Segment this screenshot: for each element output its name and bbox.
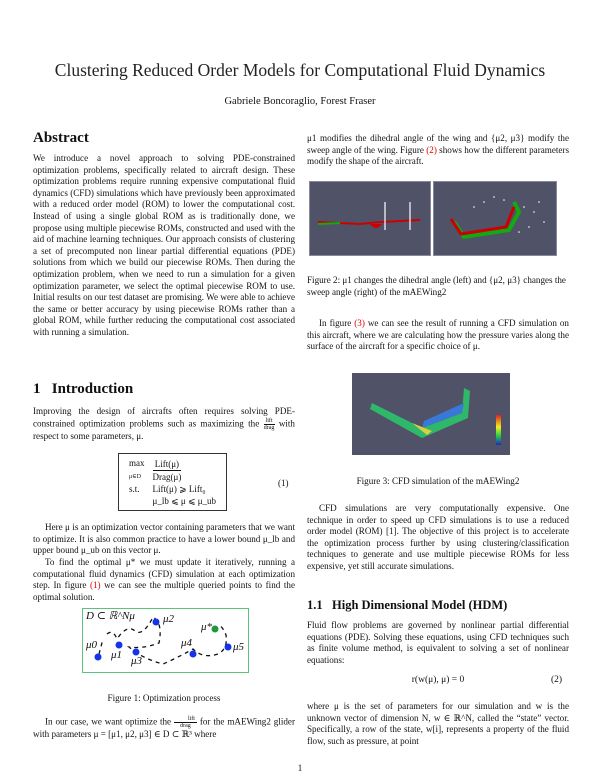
figure-2-caption: Figure 2: μ1 changes the dihedral angle (left) and {μ2, μ3} changes the sweep angle (right) of the mAEWing2 bbox=[307, 275, 566, 297]
label-mu3: μ3 bbox=[131, 655, 143, 667]
section-number: 1 bbox=[33, 381, 41, 397]
max-subscript: μ∈D bbox=[129, 474, 141, 480]
figure-3-caption: Figure 3: CFD simulation of the mAEWing2 bbox=[356, 476, 520, 486]
label-mu2: μ2 bbox=[163, 613, 175, 625]
numerator: Lift(μ) bbox=[153, 458, 182, 471]
point-mu5 bbox=[225, 644, 232, 651]
text: we can see the multiple queried points to find the optimal solution. bbox=[33, 580, 295, 602]
point-mu1 bbox=[116, 642, 123, 649]
paper-title: Clustering Reduced Order Models for Computational Fluid Dynamics bbox=[54, 60, 546, 80]
intro-paragraph-4 bbox=[33, 716, 295, 741]
text: shows how the different parameters modify the shape of the aircraft. bbox=[307, 144, 570, 167]
figure-2-left-image bbox=[309, 181, 431, 256]
subsection-number: 1.1 bbox=[307, 598, 323, 612]
text: To find the optimal μ* we must update it iteratively, running a computational fluid dynamics (CFD) simulation at each optimization step. In figure bbox=[33, 557, 295, 591]
intro-paragraph-3 bbox=[33, 557, 295, 603]
subsection-hdm-heading bbox=[307, 598, 569, 613]
subsection-title: High Dimensional Model (HDM) bbox=[332, 598, 508, 612]
figure-1-caption: Figure 1: Optimization process bbox=[107, 693, 221, 703]
intro-paragraph-5 bbox=[307, 133, 569, 168]
denominator: drag bbox=[263, 424, 275, 431]
text: In our case, we want optimize the bbox=[45, 716, 174, 727]
point-mu2 bbox=[153, 619, 160, 626]
figure-1-link[interactable]: (1) bbox=[89, 580, 101, 591]
point-mu0 bbox=[95, 654, 102, 661]
equation-2: r(w(μ), μ) = 0 bbox=[411, 675, 465, 685]
text: we can see the result of running a CFD simulation on this aircraft, where we are calculating how the pressure varies along the surface of the aircraft for a specific choice of μ. bbox=[307, 318, 569, 352]
page-number: 1 bbox=[297, 763, 303, 773]
hdm-paragraph-1: Fluid flow problems are governed by nonlinear partial differential equations (PDE). Solving these equations, using CFD techniques such as finite volume method, is equivalent to solving a set of nonlinear equations: bbox=[307, 620, 569, 665]
hdm-paragraph-2: where μ is the set of parameters for our simulation and w is the unknown vector of dimension N, w ∈ ℝ^N, called the “state” vector. Specifically, a row of the state, w[i], represents a property of the fluid flow, such as pressure, at point bbox=[307, 701, 569, 746]
abstract-body: We introduce a novel approach to solving PDE-constrained optimization problems, specifically related to aircraft design. These optimization problems require running expensive computational fluid dynamics (CFD) simulations which have previously been approximated with a reduced order model (ROM) to lower the computational cost. Instead of using a single global ROM as is traditionally done, we propose using multiple piecewise ROMs, constructed and used with the aid of machine learning techniques. Our approach consists of clustering a set of precomputed non linear partial differential equations (PDE) solutions from which we build our piecewise ROMs. Then during the optimization problem, when we need to run a simulation for a given optimization parameter, we select the optimal piecewise ROM to use. Initial results on our test dataset are promising. We were able to achieve the same or better accuracy by using piecewise ROMs rather than a global ROM, while further reducing the computational cost associated with running a simulation. bbox=[33, 153, 295, 337]
lift-drag-fraction bbox=[264, 418, 275, 431]
equation-1-label: (1) bbox=[278, 478, 289, 488]
intro-paragraph-2: Here μ is an optimization vector containing parameters that we want to optimize. It is also common practice to have a lower bound μ_lb and upper bound μ_ub on this vector μ. bbox=[33, 522, 295, 556]
figure-1 bbox=[82, 608, 249, 673]
abstract-heading: Abstract bbox=[33, 130, 89, 146]
dihedral-wing-render bbox=[310, 182, 430, 255]
intro-paragraph-6 bbox=[307, 318, 569, 353]
text: for the mAEWing2 glider with parameters μ = [μ1, μ2, μ3] ∈ D ⊂ ℝ³ where bbox=[33, 716, 295, 739]
constraint-2: μ_lb ⩽ μ ⩽ μ_ub bbox=[152, 496, 217, 506]
label-mu4: μ4 bbox=[181, 637, 193, 649]
domain-label: D ⊂ ℝ^Nμ bbox=[86, 610, 135, 622]
denominator: Drag(μ) bbox=[152, 471, 182, 482]
objective-fraction bbox=[153, 458, 182, 483]
equation-2-label: (2) bbox=[551, 675, 563, 685]
text: with respect to some parameters, μ. bbox=[33, 418, 295, 441]
authors: Gabriele Boncoraglio, Forest Fraser bbox=[224, 96, 376, 107]
point-mu-star bbox=[212, 626, 219, 633]
figure-3-link[interactable]: (3) bbox=[354, 318, 365, 328]
text: In figure bbox=[319, 318, 355, 328]
intro-paragraph-1 bbox=[33, 406, 295, 442]
label-mu-star: μ* bbox=[201, 621, 213, 633]
denominator: drag bbox=[180, 723, 191, 729]
label-mu5: μ5 bbox=[233, 641, 245, 653]
label-mu0: μ0 bbox=[86, 639, 98, 651]
max-operator: max bbox=[129, 458, 145, 468]
figure-3-image bbox=[352, 373, 510, 455]
section-intro-heading bbox=[33, 381, 295, 398]
text: Improving the design of aircrafts often requires solving PDE-constrained optimization problems such as maximizing the bbox=[33, 406, 295, 429]
section-title: Introduction bbox=[51, 381, 134, 397]
constraint-1: Lift(μ) ⩾ Lift₀ bbox=[152, 484, 206, 494]
point-mu4 bbox=[190, 651, 197, 658]
text: μ1 modifies the dihedral angle of the wing and {μ2, μ3} modify the sweep angle of the wing. Figure bbox=[307, 133, 569, 155]
numerator: lift bbox=[265, 417, 273, 424]
sweep-wing-render bbox=[434, 182, 556, 255]
figure-2-right-image bbox=[433, 181, 557, 256]
numerator: lift bbox=[174, 716, 197, 723]
lift-drag-fraction bbox=[174, 716, 197, 729]
cfd-pressure-render bbox=[352, 373, 510, 455]
label-mu1: μ1 bbox=[111, 649, 123, 661]
figure-2-link[interactable]: (2) bbox=[426, 144, 437, 155]
subject-to: s.t. bbox=[129, 484, 140, 494]
intro-paragraph-7: CFD simulations are very computationally expensive. One technique in order to speed up CFD simulations is to use a reduced order model (ROM) [1]. The objective of this project is to accelerate the optimization process further by using clustering/classification techniques to generate and use multiple piecewise ROMs for less expensive, yet still accurate simulations. bbox=[307, 503, 569, 571]
equation-1 bbox=[118, 453, 227, 511]
